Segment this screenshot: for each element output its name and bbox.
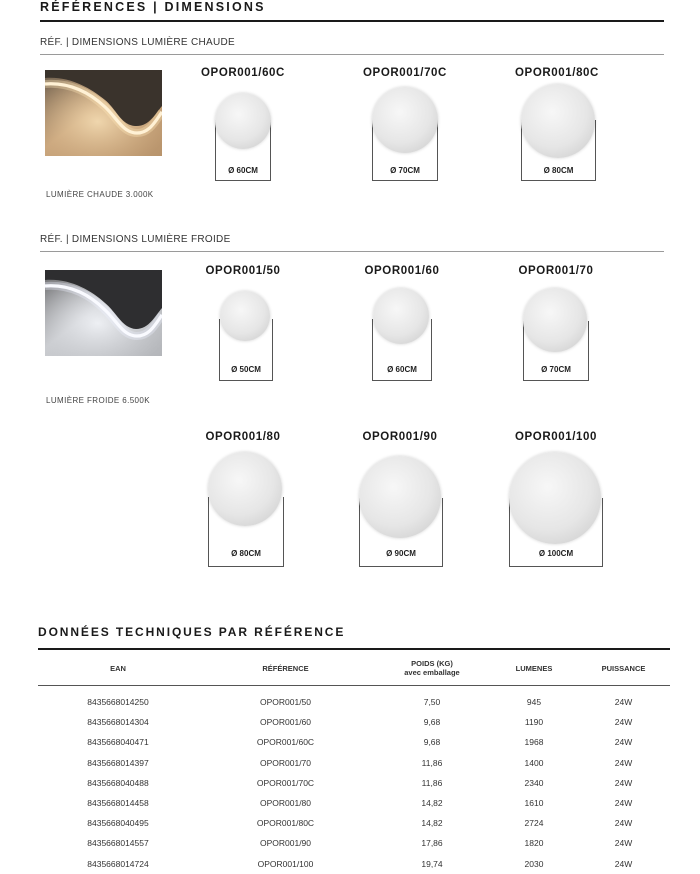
- dimension-label: Ø 80CM: [543, 166, 574, 175]
- cell-poids: 19,74: [421, 858, 443, 869]
- cell-puissance: 24W: [614, 838, 633, 849]
- product-ref: OPOR001/70: [518, 265, 594, 277]
- cell-poids: 9,68: [423, 717, 441, 728]
- lamp-diagram: [509, 452, 603, 568]
- cell-ean: 8435668040495: [87, 818, 149, 829]
- col-header-lumens: LUMENES: [491, 651, 577, 686]
- product-ref: OPOR001/60C: [201, 67, 285, 79]
- dimension-label: Ø 90CM: [386, 549, 416, 558]
- cell-poids: 7,50: [423, 697, 441, 708]
- table-row: [38, 753, 670, 773]
- lamp-disc: [372, 87, 438, 153]
- cell-reference: OPOR001/90: [259, 838, 312, 849]
- page-title: RÉFÉRENCES | DIMENSIONS: [40, 0, 266, 14]
- cell-reference: OPOR001/60C: [256, 737, 315, 748]
- product-ref: OPOR001/60: [364, 265, 440, 277]
- cell-poids: 17,86: [421, 838, 443, 849]
- warm-section-rule: [40, 54, 664, 55]
- dimension-label: Ø 70CM: [390, 166, 420, 175]
- cell-poids: 14,82: [421, 818, 443, 829]
- lamp-diagram: [523, 288, 589, 381]
- lamp-diagram: [219, 291, 273, 381]
- product-ref: OPOR001/70C: [363, 67, 447, 79]
- cell-poids: 9,68: [423, 737, 441, 748]
- product-ref: OPOR001/80: [205, 431, 281, 443]
- dimension-label: Ø 50CM: [231, 365, 261, 374]
- warm-section-subtitle: RÉF. | DIMENSIONS LUMIÈRE CHAUDE: [40, 37, 235, 48]
- product-ref: OPOR001/80C: [515, 67, 599, 79]
- col-header-reference: RÉFÉRENCE: [198, 651, 373, 686]
- cell-reference: OPOR001/70: [259, 757, 312, 768]
- cell-puissance: 24W: [614, 777, 633, 788]
- warm-light-photo: [45, 70, 162, 156]
- cell-reference: OPOR001/80: [259, 798, 312, 809]
- cold-light-photo: [45, 270, 162, 356]
- table-row: [38, 732, 670, 752]
- cold-section-subtitle: RÉF. | DIMENSIONS LUMIÈRE FROIDE: [40, 234, 231, 245]
- cell-puissance: 24W: [614, 737, 633, 748]
- cell-poids: 11,86: [421, 777, 443, 788]
- cell-ean: 8435668040488: [87, 777, 149, 788]
- cell-ean: 8435668014397: [87, 757, 149, 768]
- cell-ean: 8435668040471: [87, 737, 149, 748]
- cell-lumens: 1190: [524, 717, 544, 728]
- product-ref: OPOR001/90: [362, 431, 438, 443]
- table-row: [38, 813, 670, 833]
- table-header-row: [38, 651, 670, 686]
- cell-reference: OPOR001/60: [259, 717, 312, 728]
- dimension-label: Ø 70CM: [541, 365, 571, 374]
- product-ref: OPOR001/100: [514, 431, 598, 443]
- lamp-diagram: [359, 456, 443, 568]
- cell-reference: OPOR001/80C: [256, 818, 315, 829]
- cold-photo-caption: LUMIÈRE FROIDE 6.500K: [46, 396, 150, 405]
- dimension-label: Ø 60CM: [387, 365, 417, 374]
- dimension-label: Ø 60CM: [228, 166, 258, 175]
- lamp-diagram: [372, 288, 432, 381]
- cell-lumens: 2030: [524, 858, 544, 869]
- cell-puissance: 24W: [614, 798, 633, 809]
- lamp-disc: [521, 84, 595, 158]
- table-row: [38, 833, 670, 853]
- cell-puissance: 24W: [614, 757, 633, 768]
- cell-reference: OPOR001/100: [257, 858, 314, 869]
- table-row: [38, 712, 670, 732]
- cell-lumens: 2724: [524, 818, 544, 829]
- cell-lumens: 1400: [524, 757, 544, 768]
- dimension-label: Ø 80CM: [231, 549, 261, 558]
- cell-lumens: 1820: [524, 838, 544, 849]
- lamp-disc: [220, 291, 270, 341]
- cell-lumens: 1610: [524, 798, 544, 809]
- warm-photo-caption: LUMIÈRE CHAUDE 3.000K: [46, 190, 154, 199]
- cell-ean: 8435668014724: [87, 858, 149, 869]
- cell-lumens: 2340: [524, 777, 544, 788]
- title-rule: [40, 20, 664, 22]
- cell-reference: OPOR001/70C: [256, 777, 315, 788]
- cell-puissance: 24W: [614, 717, 633, 728]
- lamp-diagram: [372, 87, 438, 183]
- table-row: [38, 793, 670, 813]
- lamp-disc: [509, 452, 601, 544]
- table-row: [38, 854, 670, 874]
- dimension-label: Ø 100CM: [538, 549, 574, 558]
- cell-puissance: 24W: [614, 697, 633, 708]
- table-row: [38, 773, 670, 793]
- poids-label: POIDS (KG): [411, 659, 453, 668]
- cell-ean: 8435668014250: [87, 697, 149, 708]
- cell-lumens: 945: [526, 697, 542, 708]
- tech-data-table: [38, 651, 670, 874]
- product-ref: OPOR001/50: [205, 265, 281, 277]
- cell-poids: 11,86: [421, 757, 443, 768]
- col-header-ean: EAN: [38, 651, 198, 686]
- lamp-disc: [373, 288, 429, 344]
- lamp-diagram: [212, 93, 272, 183]
- cold-section-rule: [40, 251, 664, 252]
- col-header-puissance: PUISSANCE: [577, 651, 670, 686]
- cell-poids: 14,82: [421, 798, 443, 809]
- cell-lumens: 1968: [524, 737, 544, 748]
- tech-data-title: DONNÉES TECHNIQUES PAR RÉFÉRENCE: [38, 625, 346, 639]
- lamp-disc: [208, 452, 282, 526]
- lamp-disc: [215, 93, 271, 149]
- cell-puissance: 24W: [614, 858, 633, 869]
- cell-ean: 8435668014458: [87, 798, 149, 809]
- table-row: [38, 692, 670, 712]
- poids-sublabel: avec emballage: [404, 668, 460, 677]
- lamp-diagram: [208, 452, 284, 568]
- lamp-disc: [359, 456, 441, 538]
- cell-puissance: 24W: [614, 818, 633, 829]
- cell-ean: 8435668014557: [87, 838, 149, 849]
- lamp-disc: [523, 288, 587, 352]
- tech-title-rule: [38, 648, 670, 650]
- cell-ean: 8435668014304: [87, 717, 149, 728]
- col-header-poids: [373, 651, 491, 686]
- lamp-diagram: [521, 84, 597, 183]
- cell-reference: OPOR001/50: [259, 697, 312, 708]
